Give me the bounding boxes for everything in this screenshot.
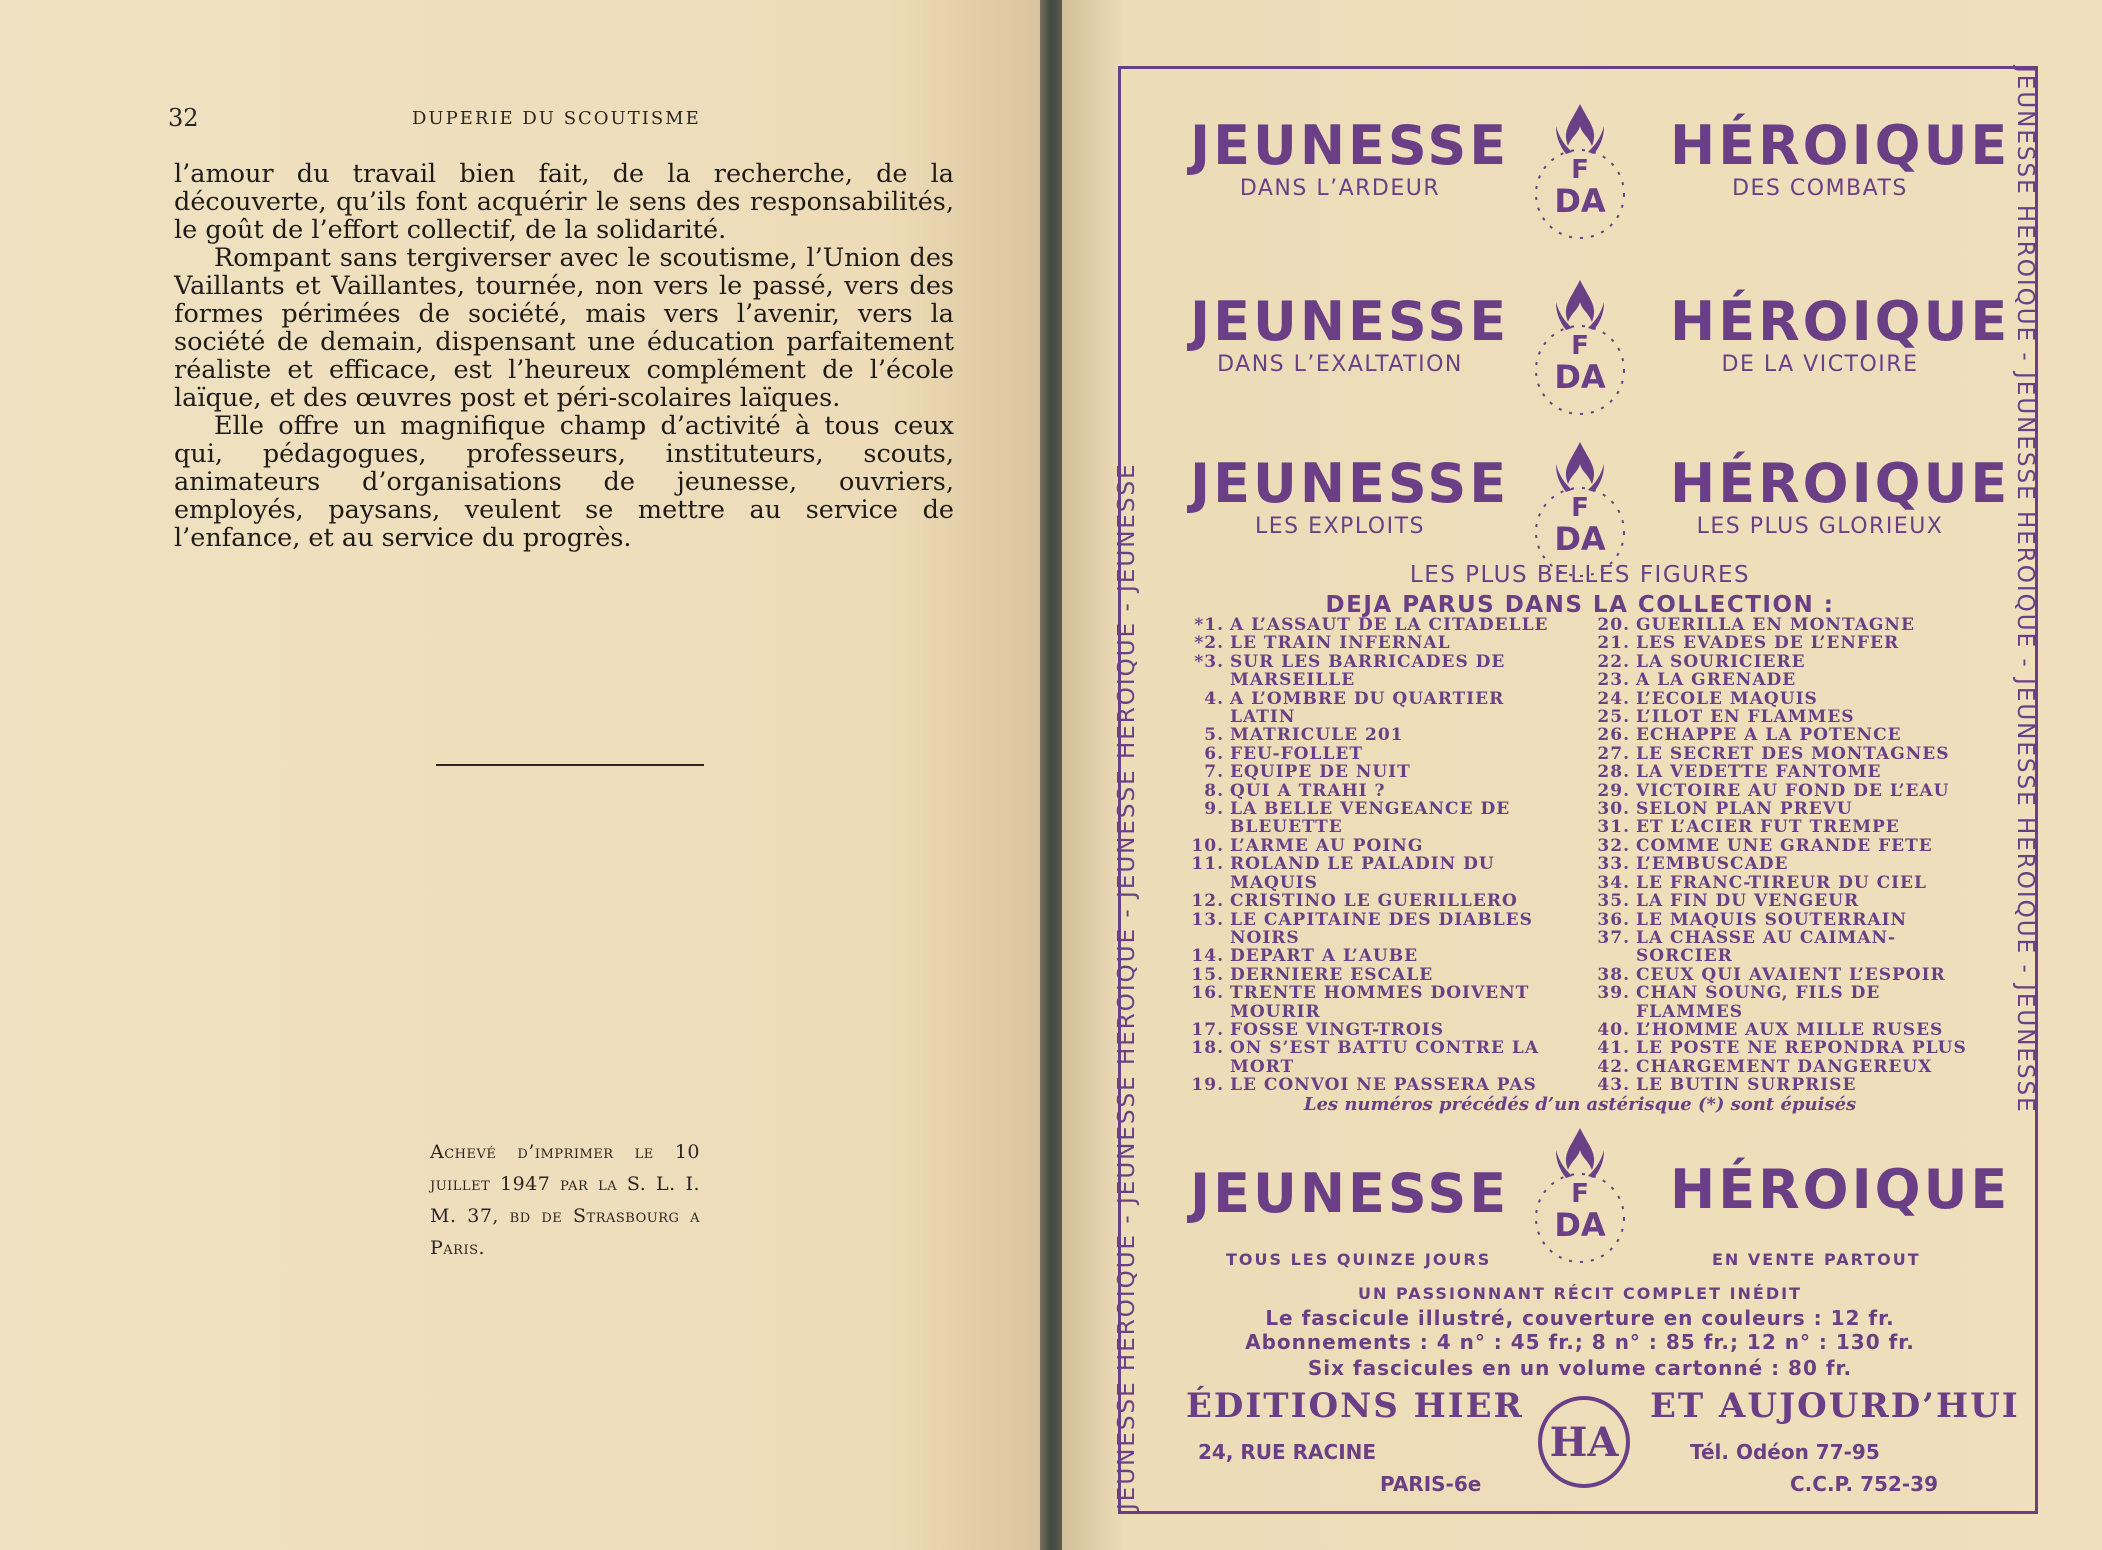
list-item-title: SELON PLAN PREVU xyxy=(1636,799,1853,820)
list-item-number: *3. xyxy=(1194,651,1224,672)
list-item-number: 15. xyxy=(1191,964,1224,985)
list-item-number: *1. xyxy=(1194,615,1224,635)
publisher-phone: Tél. Odéon 77-95 xyxy=(1690,1440,1880,1464)
list-item-title: ROLAND LE PALADIN DU MAQUIS xyxy=(1230,854,1495,893)
fda-logo-icon xyxy=(1520,272,1640,422)
list-item xyxy=(1592,745,1972,763)
list-item-number: 7. xyxy=(1204,762,1224,783)
list-item xyxy=(1592,818,1972,836)
band-2-right-sub: DE LA VICTOIRE xyxy=(1721,352,1919,377)
fda-logo-icon xyxy=(1520,96,1640,246)
list-item xyxy=(1592,1039,1972,1057)
list-item-number: 20. xyxy=(1597,615,1630,635)
list-item-title: QUI A TRAHI ? xyxy=(1230,780,1386,801)
list-item-title: LE BUTIN SURPRISE xyxy=(1636,1075,1857,1096)
list-item-title: LE SECRET DES MONTAGNES xyxy=(1636,743,1950,764)
list-item-number: *2. xyxy=(1194,633,1224,654)
list-item-title: CEUX QUI AVAIENT L’ESPOIR xyxy=(1636,964,1946,985)
list-item xyxy=(1592,929,1972,966)
list-item-number: 10. xyxy=(1191,835,1224,856)
list-item-number: 18. xyxy=(1191,1038,1224,1059)
band-1-right-title: HÉROIQUE xyxy=(1670,114,2011,177)
collection-list-right xyxy=(1592,616,1972,1095)
publisher-name-left: ÉDITIONS HIER xyxy=(1186,1386,1524,1426)
list-item-title: LA CHASSE AU CAIMAN-SORCIER xyxy=(1636,927,1897,967)
logo-letter-top: F xyxy=(1571,331,1589,361)
publisher-name-right: ET AUJOURD’HUI xyxy=(1650,1386,2020,1426)
list-item-title: EQUIPE DE NUIT xyxy=(1230,762,1411,783)
list-item-title: COMME UNE GRANDE FETE xyxy=(1636,835,1933,856)
band-3-right-sub: LES PLUS GLORIEUX xyxy=(1696,514,1944,539)
logo-letter-bottom: DA xyxy=(1554,520,1606,558)
list-item-number: 27. xyxy=(1597,743,1630,764)
list-item xyxy=(1186,690,1562,727)
publisher-ccp: C.C.P. 752-39 xyxy=(1790,1472,1938,1496)
list-item-title: A L’OMBRE DU QUARTIER LATIN xyxy=(1230,688,1505,728)
list-item-number: 40. xyxy=(1597,1019,1630,1040)
band-2-left-sub: DANS L’EXALTATION xyxy=(1217,352,1463,377)
list-item xyxy=(1186,984,1562,1021)
list-item xyxy=(1592,634,1972,652)
list-item-number: 12. xyxy=(1191,891,1224,912)
list-item-title: LE CAPITAINE DES DIABLES NOIRS xyxy=(1230,909,1533,948)
list-item-title: L’ECOLE MAQUIS xyxy=(1636,688,1818,709)
list-item-number: 33. xyxy=(1597,854,1630,875)
list-item-title: ECHAPPE A LA POTENCE xyxy=(1636,725,1902,746)
list-item-title: LE TRAIN INFERNAL xyxy=(1230,633,1451,654)
list-item xyxy=(1592,855,1972,873)
list-item xyxy=(1186,1039,1562,1076)
list-item xyxy=(1186,855,1562,892)
list-item xyxy=(1592,966,1972,984)
list-item-title: L’HOMME AUX MILLE RUSES xyxy=(1636,1019,1944,1040)
book-gutter xyxy=(1040,0,1062,1550)
list-item-number: 36. xyxy=(1597,909,1630,930)
publisher-logo-letters: HA xyxy=(1549,1419,1619,1466)
list-item-title: LE CONVOI NE PASSERA PAS xyxy=(1230,1075,1537,1096)
list-item-number: 21. xyxy=(1597,633,1630,654)
fda-logo-icon xyxy=(1520,1120,1640,1270)
logo-letter-bottom: DA xyxy=(1554,358,1606,396)
list-item xyxy=(1592,763,1972,781)
list-item xyxy=(1186,911,1562,948)
end-rule xyxy=(436,764,704,766)
paragraph-2: Rompant sans tergiverser avec le scoutisme, l’Union des Vaillants et Vaillantes, tournée, non vers le passé, vers des formes périmées de société, mais vers l’avenir, vers la société de demain, dispensant une éducation parfaitement réaliste et efficace, est l’heureux complément de l’école laïque, et des œuvres post et péri-scolaires laïques. xyxy=(174,243,954,413)
list-item-number: 32. xyxy=(1597,835,1630,856)
price-line-2: Abonnements : 4 n° : 45 fr.; 8 n° : 85 fr.; 12 n° : 130 fr. xyxy=(1245,1330,1915,1354)
list-item xyxy=(1592,616,1972,634)
list-item-title: TRENTE HOMMES DOIVENT MOURIR xyxy=(1230,983,1530,1022)
list-item xyxy=(1186,1076,1562,1094)
bottom-left-sub: TOUS LES QUINZE JOURS xyxy=(1226,1250,1492,1269)
list-item-title: FOSSE VINGT-TROIS xyxy=(1230,1019,1445,1040)
publisher-city: PARIS-6e xyxy=(1380,1472,1482,1496)
list-item-title: VICTOIRE AU FOND DE L’EAU xyxy=(1636,780,1950,801)
list-item xyxy=(1592,690,1972,708)
list-item xyxy=(1592,726,1972,744)
list-item xyxy=(1592,1058,1972,1076)
list-item-title: L’ARME AU POING xyxy=(1230,835,1424,856)
list-item xyxy=(1186,634,1562,652)
list-item-title: LE MAQUIS SOUTERRAIN xyxy=(1636,909,1908,930)
asterisk-note: Les numéros précédés d’un astérisque (*) sont épuisés xyxy=(1303,1094,1857,1115)
list-item-title: DERNIERE ESCALE xyxy=(1230,964,1434,985)
list-item-number: 42. xyxy=(1597,1056,1630,1077)
list-item xyxy=(1186,800,1562,837)
list-item-title: LA SOURICIERE xyxy=(1636,651,1806,672)
body-text xyxy=(174,160,954,552)
list-item-number: 13. xyxy=(1191,909,1224,930)
list-item-number: 17. xyxy=(1191,1019,1224,1040)
list-item xyxy=(1186,726,1562,744)
list-item-number: 39. xyxy=(1597,983,1630,1004)
list-item-title: MATRICULE 201 xyxy=(1230,725,1404,746)
list-item-number: 16. xyxy=(1191,983,1224,1004)
list-item-title: DEPART A L’AUBE xyxy=(1230,946,1419,967)
list-item xyxy=(1186,763,1562,781)
list-item xyxy=(1592,911,1972,929)
list-item-number: 29. xyxy=(1597,780,1630,801)
list-item-number: 6. xyxy=(1204,743,1224,764)
list-item-number: 4. xyxy=(1204,688,1224,709)
list-item xyxy=(1592,1076,1972,1094)
bottom-right-sub: EN VENTE PARTOUT xyxy=(1712,1250,1921,1269)
list-item-number: 8. xyxy=(1204,780,1224,801)
list-item-title: A LA GRENADE xyxy=(1636,670,1797,691)
paragraph-1: l’amour du travail bien fait, de la recherche, de la découverte, qu’ils font acquérir le sens des responsabilités, le goût de l’effort collectif, de la solidarité. xyxy=(174,159,954,245)
list-item-number: 38. xyxy=(1597,964,1630,985)
paragraph-3: Elle offre un magnifique champ d’activité à tous ceux qui, pédagogues, professeurs, instituteurs, scouts, animateurs d’organisations de jeunesse, ouvriers, employés, paysans, veulent se mettre au service de l’enfance, et au service du progrès. xyxy=(174,411,954,553)
bottom-left-title: JEUNESSE xyxy=(1190,1162,1510,1225)
list-title-2: DEJA PARUS DANS LA COLLECTION : xyxy=(1325,592,1835,618)
list-item xyxy=(1186,892,1562,910)
list-item-title: A L’ASSAUT DE LA CITADELLE xyxy=(1230,615,1549,635)
list-item xyxy=(1186,1021,1562,1039)
price-line-1: Le fascicule illustré, couverture en couleurs : 12 fr. xyxy=(1265,1306,1895,1330)
list-item xyxy=(1592,782,1972,800)
list-item-title: LE FRANC-TIREUR DU CIEL xyxy=(1636,872,1927,893)
logo-letter-bottom: DA xyxy=(1554,1206,1606,1244)
publisher-logo-icon xyxy=(1536,1394,1632,1490)
band-3-left-sub: LES EXPLOITS xyxy=(1254,514,1426,539)
list-item-number: 24. xyxy=(1597,688,1630,709)
list-item xyxy=(1592,800,1972,818)
list-item-title: LA VEDETTE FANTOME xyxy=(1636,762,1882,783)
list-item xyxy=(1186,947,1562,965)
band-3-right-title: HÉROIQUE xyxy=(1670,452,2011,515)
list-item-title: SUR LES BARRICADES DE MARSEILLE xyxy=(1230,651,1506,691)
list-item xyxy=(1592,653,1972,671)
list-item-number: 9. xyxy=(1204,799,1224,820)
list-item xyxy=(1186,653,1562,690)
list-item-number: 41. xyxy=(1597,1038,1630,1059)
list-item-number: 35. xyxy=(1597,891,1630,912)
band-2-right-title: HÉROIQUE xyxy=(1670,290,2011,353)
band-1-left-title: JEUNESSE xyxy=(1190,114,1510,177)
logo-letter-top: F xyxy=(1571,155,1589,185)
list-item-title: CRISTINO LE GUERILLERO xyxy=(1230,891,1518,912)
list-item-number: 14. xyxy=(1191,946,1224,967)
list-item-title: L’EMBUSCADE xyxy=(1636,854,1789,875)
list-item-title: LE POSTE NE REPONDRA PLUS xyxy=(1636,1038,1967,1059)
side-text-left: JEUNESSE HEROIQUE - JEUNESSE HEROIQUE - JEUNESSE HEROIQUE - JEUNESSE xyxy=(1114,462,1140,1510)
list-item-number: 5. xyxy=(1204,725,1224,746)
list-item xyxy=(1592,1021,1972,1039)
list-item-title: CHARGEMENT DANGEREUX xyxy=(1636,1056,1933,1077)
list-item-title: LA FIN DU VENGEUR xyxy=(1636,891,1860,912)
list-item xyxy=(1592,671,1972,689)
list-item-title: LA BELLE VENGEANCE DE BLEUETTE xyxy=(1230,799,1511,838)
list-item xyxy=(1592,837,1972,855)
list-item-title: LES EVADES DE L’ENFER xyxy=(1636,633,1900,654)
list-item xyxy=(1186,745,1562,763)
list-item-number: 28. xyxy=(1597,762,1630,783)
publisher-address: 24, RUE RACINE xyxy=(1198,1440,1377,1464)
colophon: Achevé d’imprimer le 10 juillet 1947 par la S. L. I. M. 37, bd de Strasbourg a Paris. xyxy=(430,1141,700,1259)
side-text-right: JEUNESSE HEROIQUE - JEUNESSE HEROIQUE - JEUNESSE HEROIQUE - JEUNESSE xyxy=(2012,66,2038,1114)
list-item xyxy=(1592,874,1972,892)
list-item-number: 26. xyxy=(1597,725,1630,746)
list-item-title: ON S’EST BATTU CONTRE LA MORT xyxy=(1230,1038,1540,1077)
band-2 xyxy=(1190,290,2011,442)
list-item-title: FEU-FOLLET xyxy=(1230,743,1364,764)
list-item-number: 30. xyxy=(1597,799,1630,820)
band-1-left-sub: DANS L’ARDEUR xyxy=(1239,176,1441,201)
list-item-title: L’ILOT EN FLAMMES xyxy=(1636,707,1855,728)
list-item-number: 19. xyxy=(1191,1075,1224,1096)
collection-list-left xyxy=(1186,616,1562,1095)
list-item-number: 43. xyxy=(1597,1075,1630,1096)
tagline: UN PASSIONNANT RÉCIT COMPLET INÉDIT xyxy=(1358,1284,1802,1303)
band-3-left-title: JEUNESSE xyxy=(1190,452,1510,515)
list-item-number: 31. xyxy=(1597,817,1630,838)
list-item xyxy=(1186,837,1562,855)
list-item-title: GUERILLA EN MONTAGNE xyxy=(1636,615,1915,635)
list-item-number: 25. xyxy=(1597,707,1630,728)
logo-letter-top: F xyxy=(1571,493,1589,523)
band-1 xyxy=(1190,114,2011,266)
list-item xyxy=(1186,782,1562,800)
band-2-left-title: JEUNESSE xyxy=(1190,290,1510,353)
bottom-right-title: HÉROIQUE xyxy=(1670,1158,2011,1221)
list-item-number: 37. xyxy=(1597,927,1630,948)
logo-letter-bottom: DA xyxy=(1554,182,1606,220)
list-title-1: LES PLUS BELLES FIGURES xyxy=(1409,562,1751,588)
list-item-number: 11. xyxy=(1191,854,1224,875)
list-item-title: CHAN SOUNG, FILS DE FLAMMES xyxy=(1636,983,1881,1022)
list-item-number: 34. xyxy=(1597,872,1630,893)
running-head: DUPERIE DU SCOUTISME xyxy=(412,108,701,129)
price-line-3: Six fascicules en un volume cartonné : 80 fr. xyxy=(1307,1356,1853,1380)
list-item xyxy=(1186,616,1562,634)
list-item-number: 23. xyxy=(1597,670,1630,691)
list-item xyxy=(1592,708,1972,726)
list-item-title: ET L’ACIER FUT TREMPE xyxy=(1636,817,1900,838)
logo-letter-top: F xyxy=(1571,1179,1589,1209)
list-item xyxy=(1186,966,1562,984)
list-item xyxy=(1592,984,1972,1021)
page-number: 32 xyxy=(168,104,199,132)
list-item-number: 22. xyxy=(1597,651,1630,672)
list-item xyxy=(1592,892,1972,910)
band-1-right-sub: DES COMBATS xyxy=(1732,176,1908,201)
